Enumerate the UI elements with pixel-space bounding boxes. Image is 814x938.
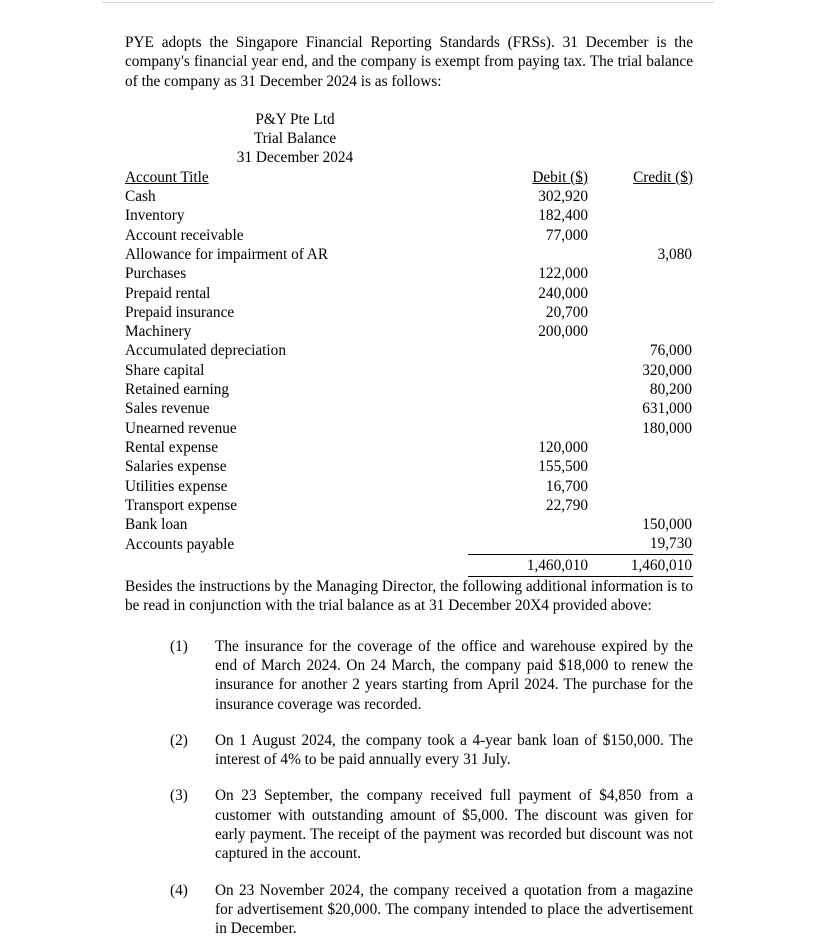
note-text: On 23 September, the company received full payment of $4,850 from a customer with outstanding amount of $5,000. The discount was given for early payment. The receipt of the payment was recorded but discount was not captured in the account. [215, 787, 693, 863]
cell-account-title: Accumulated depreciation [125, 342, 286, 360]
cell-account-title: Prepaid insurance [125, 303, 235, 321]
cell-credit: 76,000 [649, 342, 692, 360]
table-row [125, 457, 693, 476]
cell-credit [588, 438, 693, 457]
cell-account-title: Transport expense [125, 496, 238, 514]
cell-debit [468, 515, 588, 534]
cell-debit: 240,000 [538, 284, 588, 302]
cell-credit [588, 206, 693, 225]
cell-credit [588, 303, 693, 322]
cell-account-title: Utilities expense [125, 477, 228, 495]
table-totals-row [125, 554, 693, 576]
cell-debit: 77,000 [545, 226, 588, 244]
note-marker: (1) [170, 637, 188, 655]
cell-credit: 19,730 [649, 535, 692, 553]
table-row [125, 496, 693, 515]
table-row [125, 341, 693, 360]
cell-account-title: Prepaid rental [125, 284, 211, 302]
cell-debit: 182,400 [538, 207, 588, 225]
intro-paragraph: PYE adopts the Singapore Financial Reporting Standards (FRSs). 31 December is the company's financial year end, and the company is exempt from paying tax. The trial balance of the company as 31 December 2024 is as follows: [125, 34, 693, 90]
cell-debit: 20,700 [545, 303, 588, 321]
cell-debit: 302,920 [538, 188, 588, 206]
page-top-divider [102, 2, 714, 3]
document-content [125, 33, 693, 938]
cell-account-title: Unearned revenue [125, 419, 237, 437]
cell-credit [588, 226, 693, 245]
cell-debit: 16,700 [545, 477, 588, 495]
cell-debit: 120,000 [538, 438, 588, 456]
trial-balance-block [125, 110, 693, 577]
table-row [125, 399, 693, 418]
cell-debit [468, 245, 588, 264]
table-row [125, 226, 693, 245]
cell-debit [468, 341, 588, 360]
cell-credit: 180,000 [642, 419, 692, 437]
table-header-row [125, 168, 693, 187]
statement-date: 31 December 2024 [236, 149, 354, 167]
cell-account-title: Allowance for impairment of AR [125, 245, 329, 263]
note-marker: (3) [170, 787, 188, 805]
cell-debit [468, 399, 588, 418]
company-name: P&Y Pte Ltd [255, 110, 335, 128]
cell-credit: 3,080 [657, 245, 692, 263]
table-row [125, 187, 693, 206]
note-text: The insurance for the coverage of the office and warehouse expired by the end of March 2024. On 24 March, the company paid $18,000 to renew the insurance for another 2 years starting from April 2024. The purchase for the insurance coverage was recorded. [215, 637, 693, 713]
cell-debit [468, 380, 588, 399]
table-row [125, 245, 693, 264]
note-marker: (4) [170, 881, 188, 899]
note-item [125, 731, 693, 770]
table-row [125, 303, 693, 322]
cell-account-title: Account receivable [125, 226, 244, 244]
note-text: On 1 August 2024, the company took a 4-year bank loan of $150,000. The interest of 4% to be paid annually every 31 July. [215, 731, 693, 769]
note-item [125, 637, 693, 714]
cell-credit [588, 187, 693, 206]
cell-account-title: Purchases [125, 265, 187, 283]
table-row [125, 419, 693, 438]
table-row [125, 380, 693, 399]
cell-account-title: Rental expense [125, 438, 219, 456]
note-item [125, 881, 693, 938]
cell-credit: 150,000 [642, 516, 692, 534]
table-row [125, 438, 693, 457]
trial-balance-table [125, 168, 693, 577]
note-item [125, 786, 693, 863]
trial-balance-body [125, 187, 693, 576]
column-header-account-title: Account Title [125, 168, 209, 186]
cell-credit [588, 284, 693, 303]
cell-credit: 320,000 [642, 361, 692, 379]
table-row [125, 284, 693, 303]
cell-credit: 80,200 [649, 381, 692, 399]
cell-credit [588, 264, 693, 283]
cell-account-title: Cash [125, 188, 156, 206]
table-row [125, 206, 693, 225]
cell-credit: 631,000 [642, 400, 692, 418]
cell-debit: 122,000 [538, 265, 588, 283]
table-row [125, 361, 693, 380]
cell-credit [588, 496, 693, 515]
cell-credit [588, 322, 693, 341]
cell-credit [588, 457, 693, 476]
table-row [125, 534, 693, 554]
cell-account-title: Bank loan [125, 516, 188, 534]
note-marker: (2) [170, 731, 188, 749]
cell-account-title: Accounts payable [125, 535, 235, 553]
table-row [125, 515, 693, 534]
cell-credit [588, 477, 693, 496]
cell-account-title: Salaries expense [125, 458, 227, 476]
table-row [125, 264, 693, 283]
cell-account-title: Sales revenue [125, 400, 210, 418]
cell-debit [468, 361, 588, 380]
column-header-credit: Credit ($) [633, 168, 693, 186]
statement-title: Trial Balance [253, 130, 337, 148]
cell-account-title: Inventory [125, 207, 185, 225]
cell-debit: 200,000 [538, 323, 588, 341]
cell-debit: 22,790 [545, 496, 588, 514]
cell-debit: 155,500 [538, 458, 588, 476]
cell-account-title: Machinery [125, 323, 192, 341]
table-row [125, 477, 693, 496]
notes-list [125, 637, 693, 938]
cell-debit [468, 419, 588, 438]
table-row [125, 322, 693, 341]
column-header-debit: Debit ($) [532, 168, 588, 186]
notes-intro-paragraph: Besides the instructions by the Managing Director, the following additional information is to be read in conjunction with the trial balance as at 31 December 20X4 provided above: [125, 578, 693, 615]
cell-totals-credit: 1,460,010 [588, 554, 693, 576]
cell-totals-debit: 1,460,010 [468, 554, 588, 576]
cell-totals-label [125, 554, 468, 576]
cell-account-title: Share capital [125, 361, 205, 379]
note-text: On 23 November 2024, the company received a quotation from a magazine for advertisement $20,000. The company intended to place the advertisement in December. [215, 881, 693, 938]
cell-account-title: Retained earning [125, 381, 230, 399]
cell-debit [468, 534, 588, 554]
